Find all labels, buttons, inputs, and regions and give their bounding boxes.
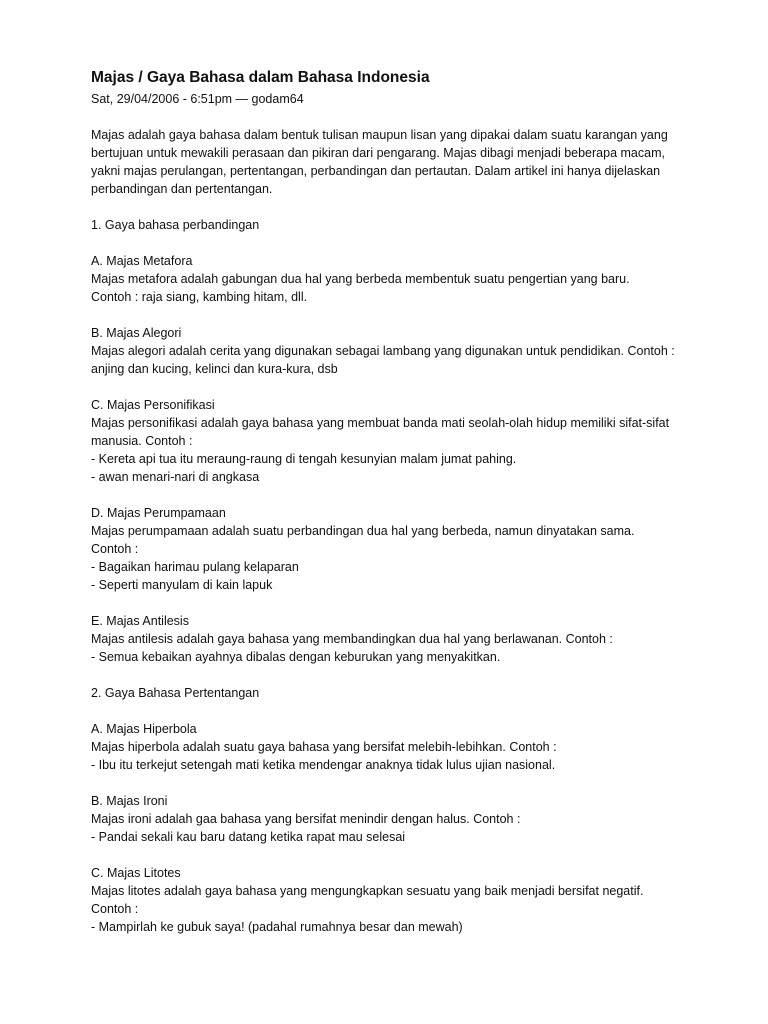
subsection-line: anjing dan kucing, kelinci dan kura-kura, dsb [91,362,338,376]
subsection-line: Contoh : [91,902,139,916]
subsection-line: Majas metafora adalah gabungan dua hal yang berbeda membentuk suatu pengertian yang baru. [91,272,630,286]
subsection-line: Contoh : [91,542,139,556]
subsection-antilesis [91,612,731,666]
intro-line: Majas adalah gaya bahasa dalam bentuk tulisan maupun lisan yang dipakai dalam suatu karangan yang [91,128,668,142]
subsection-ironi [91,792,731,846]
subsection-line: Majas litotes adalah gaya bahasa yang mengungkapkan sesuatu yang baik menjadi bersifat negatif. [91,884,644,898]
subsection-line: - Ibu itu terkejut setengah mati ketika mendengar anaknya tidak lulus ujian nasional. [91,758,556,772]
document-page [91,68,731,936]
document-meta: Sat, 29/04/2006 - 6:51pm — godam64 [91,92,304,106]
subsection-hiperbola [91,720,731,774]
subsection-perumpamaan [91,504,731,594]
subsection-personifikasi [91,396,731,486]
subsection-line: Majas ironi adalah gaa bahasa yang bersifat menindir dengan halus. Contoh : [91,812,521,826]
subsection-line: Contoh : raja siang, kambing hitam, dll. [91,290,308,304]
subsection-title: D. Majas Perumpamaan [91,506,226,520]
subsection-line: - Pandai sekali kau baru datang ketika rapat mau selesai [91,830,406,844]
subsection-title: C. Majas Personifikasi [91,398,215,412]
subsection-alegori [91,324,731,378]
section-1-heading: 1. Gaya bahasa perbandingan [91,218,260,232]
subsection-line: Majas personifikasi adalah gaya bahasa yang membuat banda mati seolah-olah hidup memiliki sifat-sifat [91,416,670,430]
subsection-title: A. Majas Metafora [91,254,193,268]
subsection-title: B. Majas Ironi [91,794,168,808]
intro-paragraph [91,126,731,198]
section-2-heading: 2. Gaya Bahasa Pertentangan [91,686,260,700]
subsection-line: Majas alegori adalah cerita yang digunakan sebagai lambang yang digunakan untuk pendidikan. Contoh : [91,344,675,358]
intro-line: bertujuan untuk mewakili perasaan dan pikiran dari pengarang. Majas dibagi menjadi beberapa macam, [91,146,665,160]
subsection-title: B. Majas Alegori [91,326,182,340]
subsection-line: Majas hiperbola adalah suatu gaya bahasa yang bersifat melebih-lebihkan. Contoh : [91,740,557,754]
subsection-litotes [91,864,731,936]
subsection-line: - Seperti manyulam di kain lapuk [91,578,273,592]
subsection-line: Majas antilesis adalah gaya bahasa yang membandingkan dua hal yang berlawanan. Contoh : [91,632,613,646]
document-title: Majas / Gaya Bahasa dalam Bahasa Indonesia [91,69,430,86]
intro-line: yakni majas perulangan, pertentangan, perbandingan dan pertautan. Dalam artikel ini hanya dijelaskan [91,164,661,178]
subsection-line: - awan menari-nari di angkasa [91,470,260,484]
subsection-title: E. Majas Antilesis [91,614,189,628]
subsection-line: manusia. Contoh : [91,434,193,448]
subsection-title: C. Majas Litotes [91,866,181,880]
intro-line: perbandingan dan pertentangan. [91,182,273,196]
subsection-metafora [91,252,731,306]
subsection-line: Majas perumpamaan adalah suatu perbandingan dua hal yang berbeda, namun dinyatakan sama. [91,524,635,538]
subsection-line: - Mampirlah ke gubuk saya! (padahal rumahnya besar dan mewah) [91,920,463,934]
subsection-line: - Kereta api tua itu meraung-raung di tengah kesunyian malam jumat pahing. [91,452,517,466]
subsection-line: - Semua kebaikan ayahnya dibalas dengan keburukan yang menyakitkan. [91,650,501,664]
subsection-line: - Bagaikan harimau pulang kelaparan [91,560,299,574]
subsection-title: A. Majas Hiperbola [91,722,197,736]
